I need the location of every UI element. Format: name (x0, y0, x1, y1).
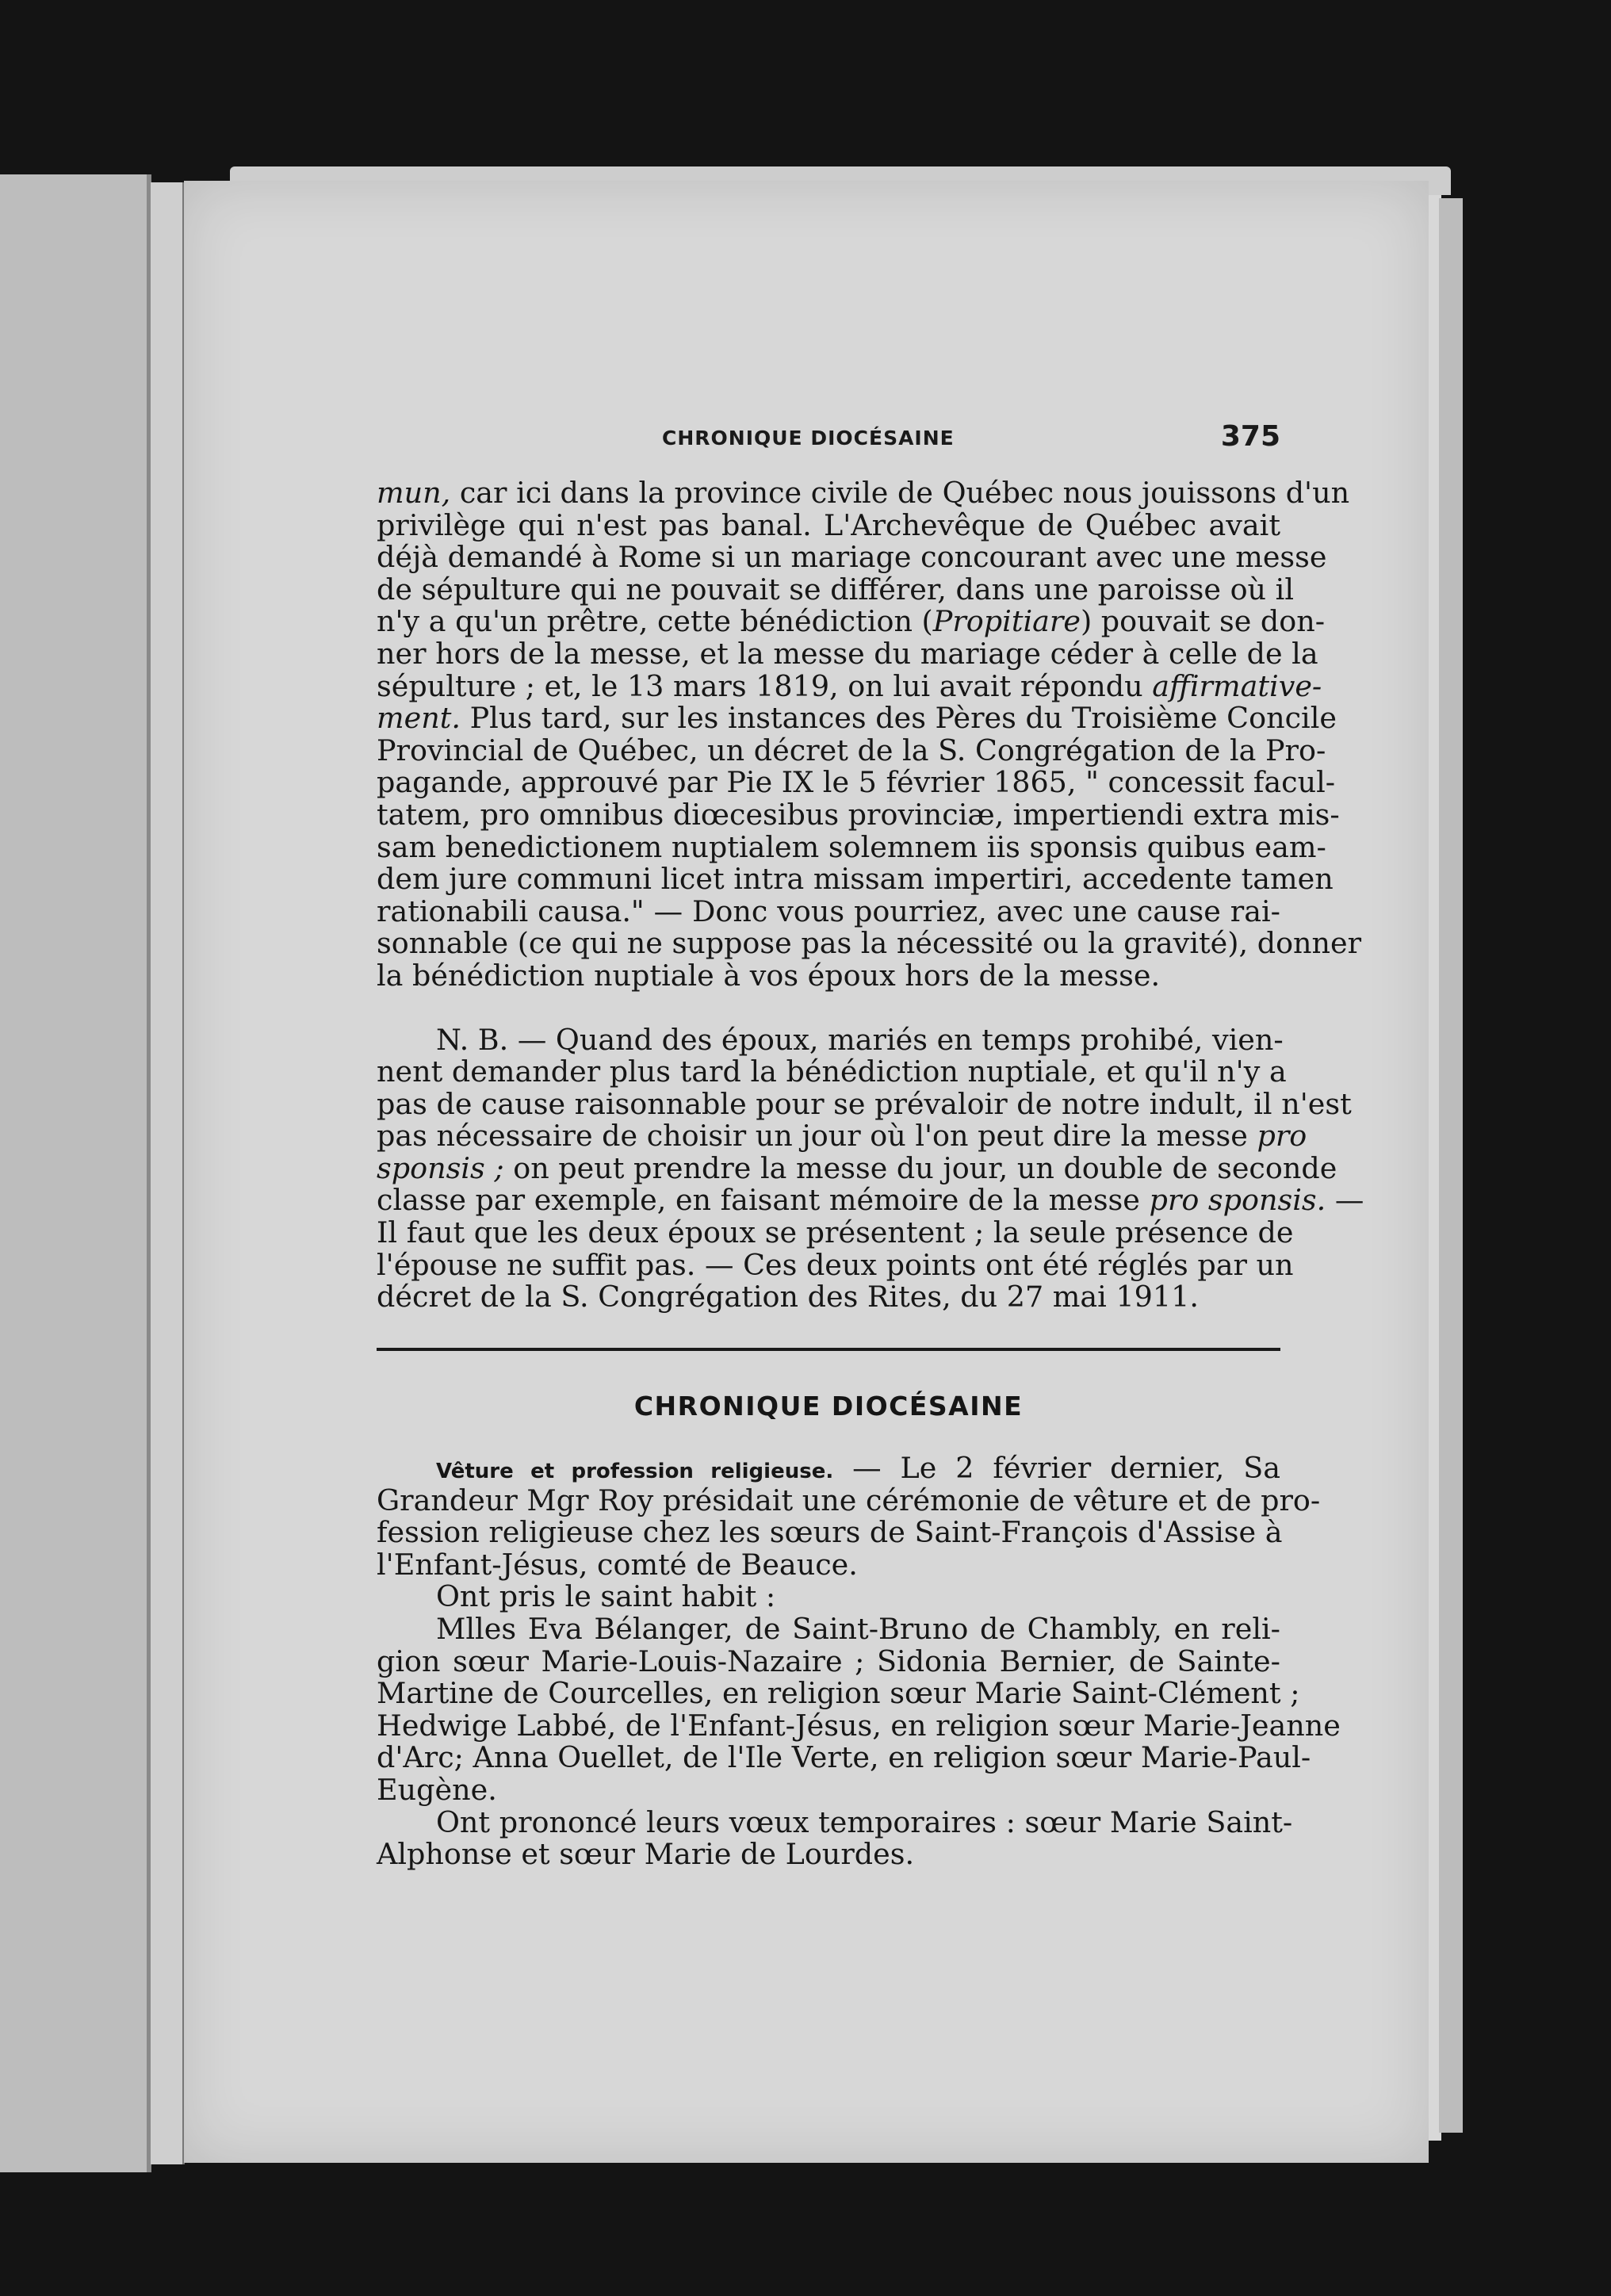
text-line: pagande, approuvé par Pie IX le 5 février 1865, " concessit facul- (377, 765, 1336, 800)
text-line: Alphonse et sœur Marie de Lourdes. (377, 1837, 915, 1872)
text-line: sépulture ; et, le 13 mars 1819, on lui avait répondu affirmative- (377, 668, 1322, 703)
text-line: privilège qui n'est pas banal. L'Archevêque de Québec avait (377, 507, 1280, 542)
text-line: pas nécessaire de choisir un jour où l'on peut dire la messe pro (377, 1119, 1307, 1154)
text-line: Eugène. (377, 1772, 497, 1807)
right-page-edge-outer (1439, 198, 1463, 2133)
run-in-heading: Vêture et profession religieuse. (436, 1460, 834, 1483)
text-line: N. B. — Quand des époux, mariés en temps prohibé, vien- (436, 1022, 1284, 1057)
text-line: ment. Plus tard, sur les instances des Pères du Troisième Concile (377, 701, 1337, 736)
section-paragraphs (377, 1451, 1341, 1872)
text-line: la bénédiction nuptiale à vos époux hors de la messe. (377, 958, 1161, 993)
text-line: Ont pris le saint habit : (436, 1579, 776, 1614)
text-line: sonnable (ce qui ne suppose pas la nécessité ou la gravité), donner (377, 926, 1362, 961)
section-divider (377, 1348, 1280, 1351)
text-line: mun, car ici dans la province civile de Québec nous jouissons d'un (377, 476, 1350, 510)
text-line: Provincial de Québec, un décret de la S. Congrégation de la Pro- (377, 733, 1326, 767)
text-line: pas de cause raisonnable pour se prévaloir de notre indult, il n'est (377, 1086, 1352, 1121)
text-line: sam benedictionem nuptialem solemnem iis sponsis quibus eam- (377, 829, 1326, 864)
text-line: classe par exemple, en faisant mémoire de la messe pro sponsis. — (377, 1183, 1364, 1218)
text-line: Vêture et profession religieuse. — Le 2 février dernier, Sa (436, 1451, 1281, 1485)
section-text (377, 1451, 1341, 1872)
left-page-spine (151, 182, 185, 2164)
text-line: nent demander plus tard la bénédiction nuptiale, et qu'il n'y a (377, 1054, 1287, 1089)
paragraph-propitiare (377, 476, 1362, 993)
paragraph-nota-bene (377, 1022, 1364, 1314)
text-line: Mlles Eva Bélanger, de Saint-Bruno de Chambly, en reli- (436, 1611, 1280, 1646)
text-line: de sépulture qui ne pouvait se différer, dans une paroisse où il (377, 572, 1295, 607)
text-line: Grandeur Mgr Roy présidait une cérémonie de vêture et de pro- (377, 1483, 1321, 1517)
body-text (377, 476, 1364, 1314)
text-line: fession religieuse chez les sœurs de Saint-François d'Assise à (377, 1515, 1283, 1550)
section-heading: CHRONIQUE DIOCÉSAINE (633, 1391, 1024, 1422)
running-head-title: CHRONIQUE DIOCÉSAINE (662, 427, 955, 450)
text-line: n'y a qu'un prêtre, cette bénédiction (Propitiare) pouvait se don- (377, 604, 1326, 639)
page-number: 375 (1220, 420, 1280, 453)
text-line: Martine de Courcelles, en religion sœur Marie Saint-Clément ; (377, 1676, 1300, 1711)
text-line: sponsis ; on peut prendre la messe du jour, un double de seconde (377, 1150, 1337, 1185)
text-line: Hedwige Labbé, de l'Enfant-Jésus, en religion sœur Marie-Jeanne (377, 1708, 1341, 1743)
text-line: Il faut que les deux époux se présentent ; la seule présence de (377, 1215, 1294, 1250)
running-head (377, 420, 1280, 453)
text-line: décret de la S. Congrégation des Rites, du 27 mai 1911. (377, 1280, 1199, 1314)
text-line: ner hors de la messe, et la messe du mariage céder à celle de la (377, 636, 1318, 671)
text-line: rationabili causa." — Donc vous pourriez, avec une cause rai- (377, 894, 1280, 928)
text-line: l'épouse ne suffit pas. — Ces deux points ont été réglés par un (377, 1247, 1294, 1282)
text-line: Ont prononcé leurs vœux temporaires : sœur Marie Saint- (436, 1804, 1293, 1839)
text-line: gion sœur Marie-Louis-Nazaire ; Sidonia Bernier, de Sainte- (377, 1644, 1280, 1678)
text-line: tatem, pro omnibus diœcesibus provinciæ, impertiendi extra mis- (377, 797, 1340, 832)
text-line: dem jure communi licet intra missam impertiri, accedente tamen (377, 862, 1334, 897)
text-line: l'Enfant-Jésus, comté de Beauce. (377, 1547, 858, 1582)
text-line: déjà demandé à Rome si un mariage concourant avec une messe (377, 540, 1327, 575)
left-page-edge (0, 174, 151, 2172)
text-line: d'Arc; Anna Ouellet, de l'Ile Verte, en religion sœur Marie-Paul- (377, 1740, 1311, 1775)
